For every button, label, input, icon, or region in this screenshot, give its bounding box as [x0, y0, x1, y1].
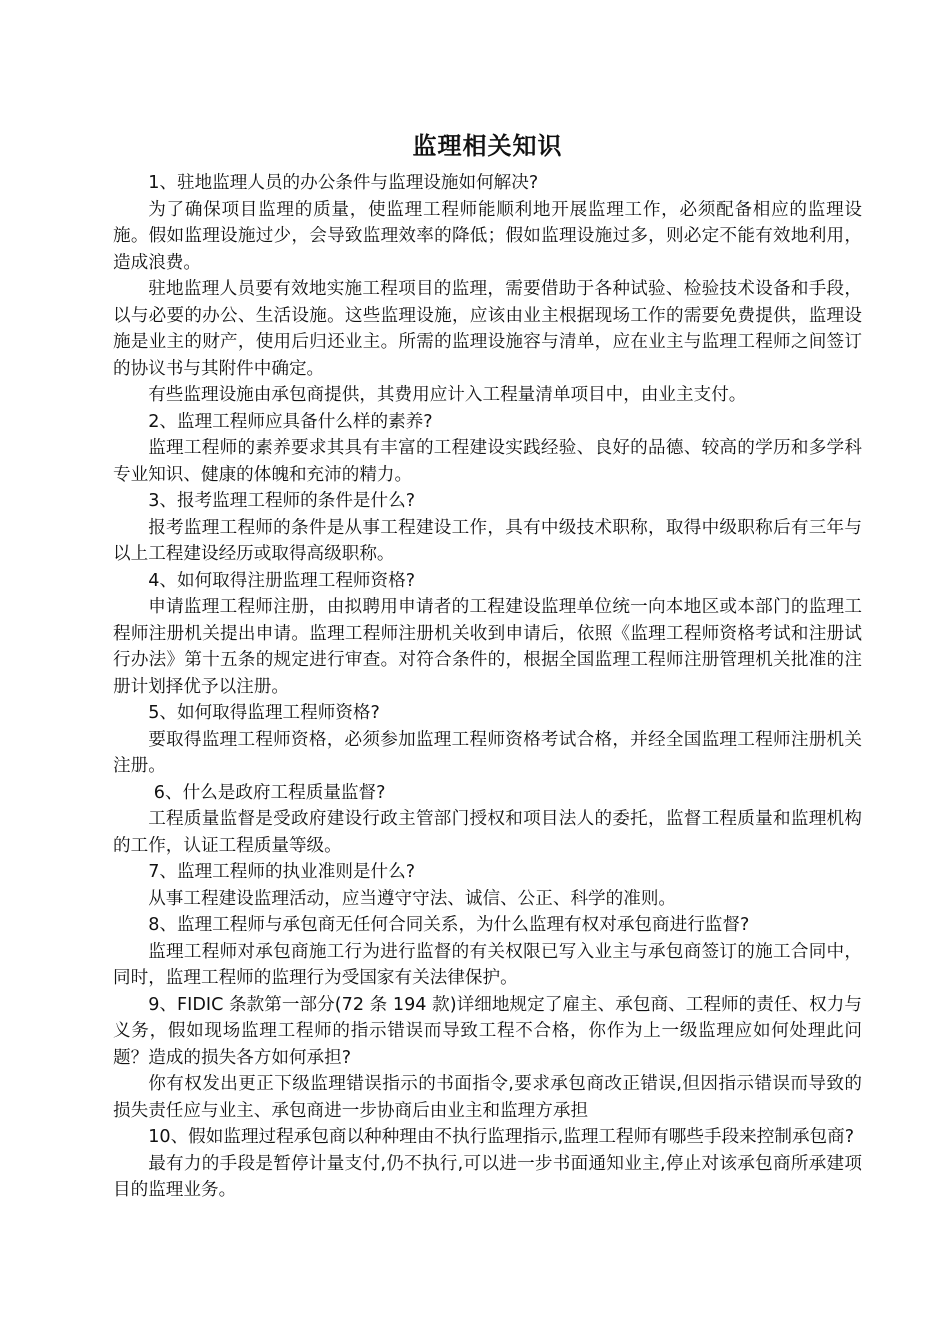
answer-10: 最有力的手段是暂停计量支付,仍不执行,可以进一步书面通知业主,停止对该承包商所承建项目的监理业务。 [113, 1153, 862, 1200]
question-7: 7、监理工程师的执业准则是什么? [148, 862, 416, 882]
answer-1-paragraph-1: 为了确保项目监理的质量，使监理工程师能顺利地开展监理工作，必须配备相应的监理设施。假如监理设施过少，会导致监理效率的降低；假如监理设施过多，则必定不能有效地利用，造成浪费。 [113, 199, 862, 273]
question-4: 4、如何取得注册监理工程师资格? [148, 570, 416, 591]
question-10: 10、假如监理过程承包商以种种理由不执行监理指示,监理工程师有哪些手段来控制承包商? [148, 1127, 855, 1147]
answer-5: 要取得监理工程师资格，必须参加监理工程师资格考试合格，并经全国监理工程师注册机关注册。 [113, 729, 862, 776]
question-9: 9、FIDIC 条款第一部分(72 条 194 款)详细地规定了雇主、承包商、工程师的责任、权力与义务，假如现场监理工程师的指示错误而导致工程不合格，你作为上一级监理应如何处理此问题？造成的损失各方如何承担? [113, 994, 862, 1068]
document-title: 监理相关知识 [412, 132, 563, 160]
question-5: 5、如何取得监理工程师资格? [148, 703, 380, 723]
answer-9: 你有权发出更正下级监理错误指示的书面指令,要求承包商改正错误,但因指示错误而导致的损失责任应与业主、承包商进一步协商后由业主和监理方承担 [113, 1074, 862, 1121]
question-3: 3、报考监理工程师的条件是什么? [148, 491, 416, 511]
answer-1-paragraph-2: 驻地监理人员要有效地实施工程项目的监理，需要借助于各种试验、检验技术设备和手段，以与必要的办公、生活设施。这些监理设施，应该由业主根据现场工作的需要免费提供，监理设施是业主的财产，使用后归还业主。所需的监理设施容与清单，应在业主与监理工程师之间签订的协议书与其附件中确定。 [113, 279, 862, 379]
answer-6: 工程质量监督是受政府建设行政主管部门授权和项目法人的委托，监督工程质量和监理机构的工作，认证工程质量等级。 [113, 809, 862, 856]
answer-2: 监理工程师的素养要求其具有丰富的工程建设实践经验、良好的品德、较高的学历和多学科专业知识、健康的体魄和充沛的精力。 [113, 438, 862, 485]
answer-8: 监理工程师对承包商施工行为进行监督的有关权限已写入业主与承包商签订的施工合同中，同时，监理工程师的监理行为受国家有关法律保护。 [113, 941, 862, 988]
answer-4: 申请监理工程师注册，由拟聘用申请者的工程建设监理单位统一向本地区或本部门的监理工程师注册机关提出申请。监理工程师注册机关收到申请后，依照《监理工程师资格考试和注册试行办法》第十五条的规定进行审查。对符合条件的，根据全国监理工程师注册管理机关批准的注册计划择优予以注册。 [113, 597, 862, 697]
document-body [113, 126, 862, 1204]
answer-3: 报考监理工程师的条件是从事工程建设工作，具有中级技术职称，取得中级职称后有三年与以上工程建设经历或取得高级职称。 [113, 517, 862, 564]
question-2: 2、监理工程师应具备什么样的素养? [148, 411, 433, 432]
question-8: 8、监理工程师与承包商无任何合同关系，为什么监理有权对承包商进行监督? [148, 915, 750, 935]
question-1: 1、驻地监理人员的办公条件与监理设施如何解决? [148, 173, 539, 193]
answer-1-paragraph-3: 有些监理设施由承包商提供，其费用应计入工程量清单项目中，由业主支付。 [148, 385, 747, 405]
answer-7: 从事工程建设监理活动，应当遵守守法、诚信、公正、科学的准则。 [148, 888, 677, 909]
question-6: 6、什么是政府工程质量监督? [148, 782, 386, 803]
